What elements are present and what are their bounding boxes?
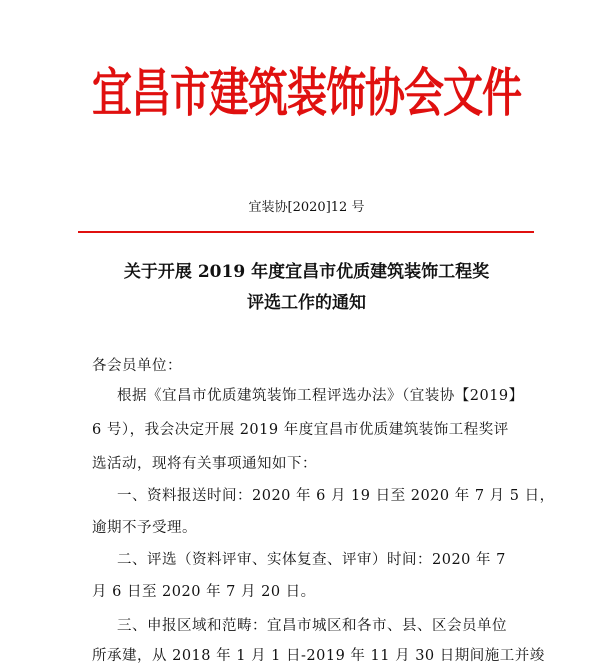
body-line: 一、资料报送时间：2020 年 6 月 19 日至 2020 年 7 月 5 日，	[117, 488, 555, 504]
body-line: 选活动，现将有关事项通知如下：	[92, 456, 317, 472]
document-header: 宜昌市建筑装饰协会文件	[92, 64, 521, 124]
body-line: 三、申报区域和范畴：宜昌市城区和各市、县、区会员单位	[117, 618, 507, 634]
red-divider	[78, 231, 534, 233]
notice-title-line-1: 关于开展 2019 年度宜昌市优质建筑装饰工程奖	[123, 262, 490, 282]
body-line: 逾期不予受理。	[92, 520, 197, 536]
notice-title-line-2: 评选工作的通知	[247, 293, 366, 313]
document-number: 宜装协[2020]12 号	[248, 200, 365, 215]
body-line: 根据《宜昌市优质建筑装饰工程评选办法》（宜装协【2019】	[117, 388, 524, 404]
body-line: 二、评选（资料评审、实体复查、评审）时间：2020 年 7	[117, 552, 506, 568]
body-line: 6 号），我会决定开展 2019 年度宜昌市优质建筑装饰工程奖评	[92, 422, 509, 438]
salutation: 各会员单位：	[92, 358, 182, 374]
body-line: 所承建，从 2018 年 1 月 1 日-2019 年 11 月 30 日期间施工并竣	[92, 648, 545, 664]
body-line: 月 6 日至 2020 年 7 月 20 日。	[92, 584, 316, 600]
